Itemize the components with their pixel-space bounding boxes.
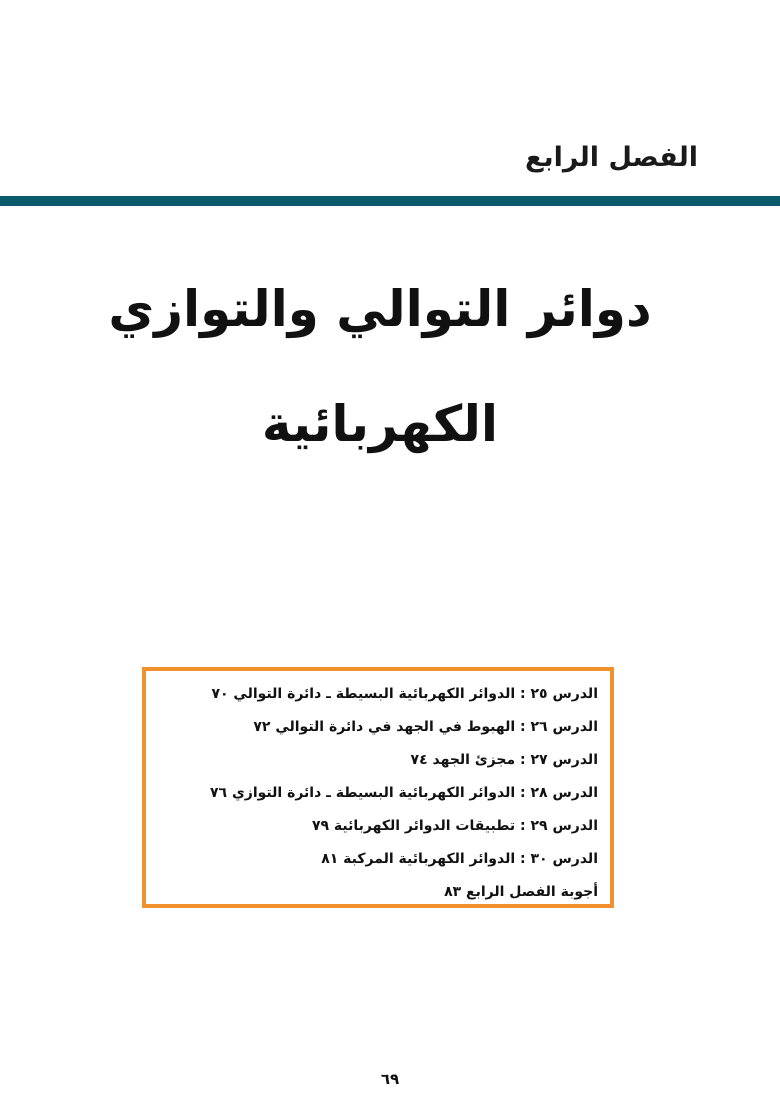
toc-item-lesson-29[interactable]: الدرس ٢٩ : تطبيقات الدوائر الكهربائية ٧٩ bbox=[311, 818, 598, 834]
toc-item-lesson-30[interactable]: الدرس ٣٠ : الدوائر الكهربائية المركبة ٨١ bbox=[321, 851, 598, 867]
toc-item-lesson-26[interactable]: الدرس ٢٦ : الهبوط في الجهد في دائرة التوالي ٧٢ bbox=[253, 719, 598, 735]
page-number: ٦٩ bbox=[380, 1070, 400, 1088]
toc-item-answers[interactable]: أجوبة الفصل الرابع ٨٣ bbox=[444, 884, 598, 900]
toc-item-lesson-27[interactable]: الدرس ٢٧ : مجزئ الجهد ٧٤ bbox=[410, 752, 598, 768]
chapter-title-line-2: الكهربائية bbox=[261, 395, 499, 453]
lessons-contents-box bbox=[142, 667, 614, 908]
header-rule bbox=[0, 196, 780, 206]
chapter-title-line-1: دوائر التوالي والتوازي bbox=[108, 280, 652, 338]
chapter-label: الفصل الرابع bbox=[525, 142, 698, 173]
toc-item-lesson-28[interactable]: الدرس ٢٨ : الدوائر الكهربائية البسيطة ـ دائرة التوازي ٧٦ bbox=[209, 785, 598, 801]
toc-item-lesson-25[interactable]: الدرس ٢٥ : الدوائر الكهربائية البسيطة ـ دائرة التوالي ٧٠ bbox=[211, 686, 598, 702]
